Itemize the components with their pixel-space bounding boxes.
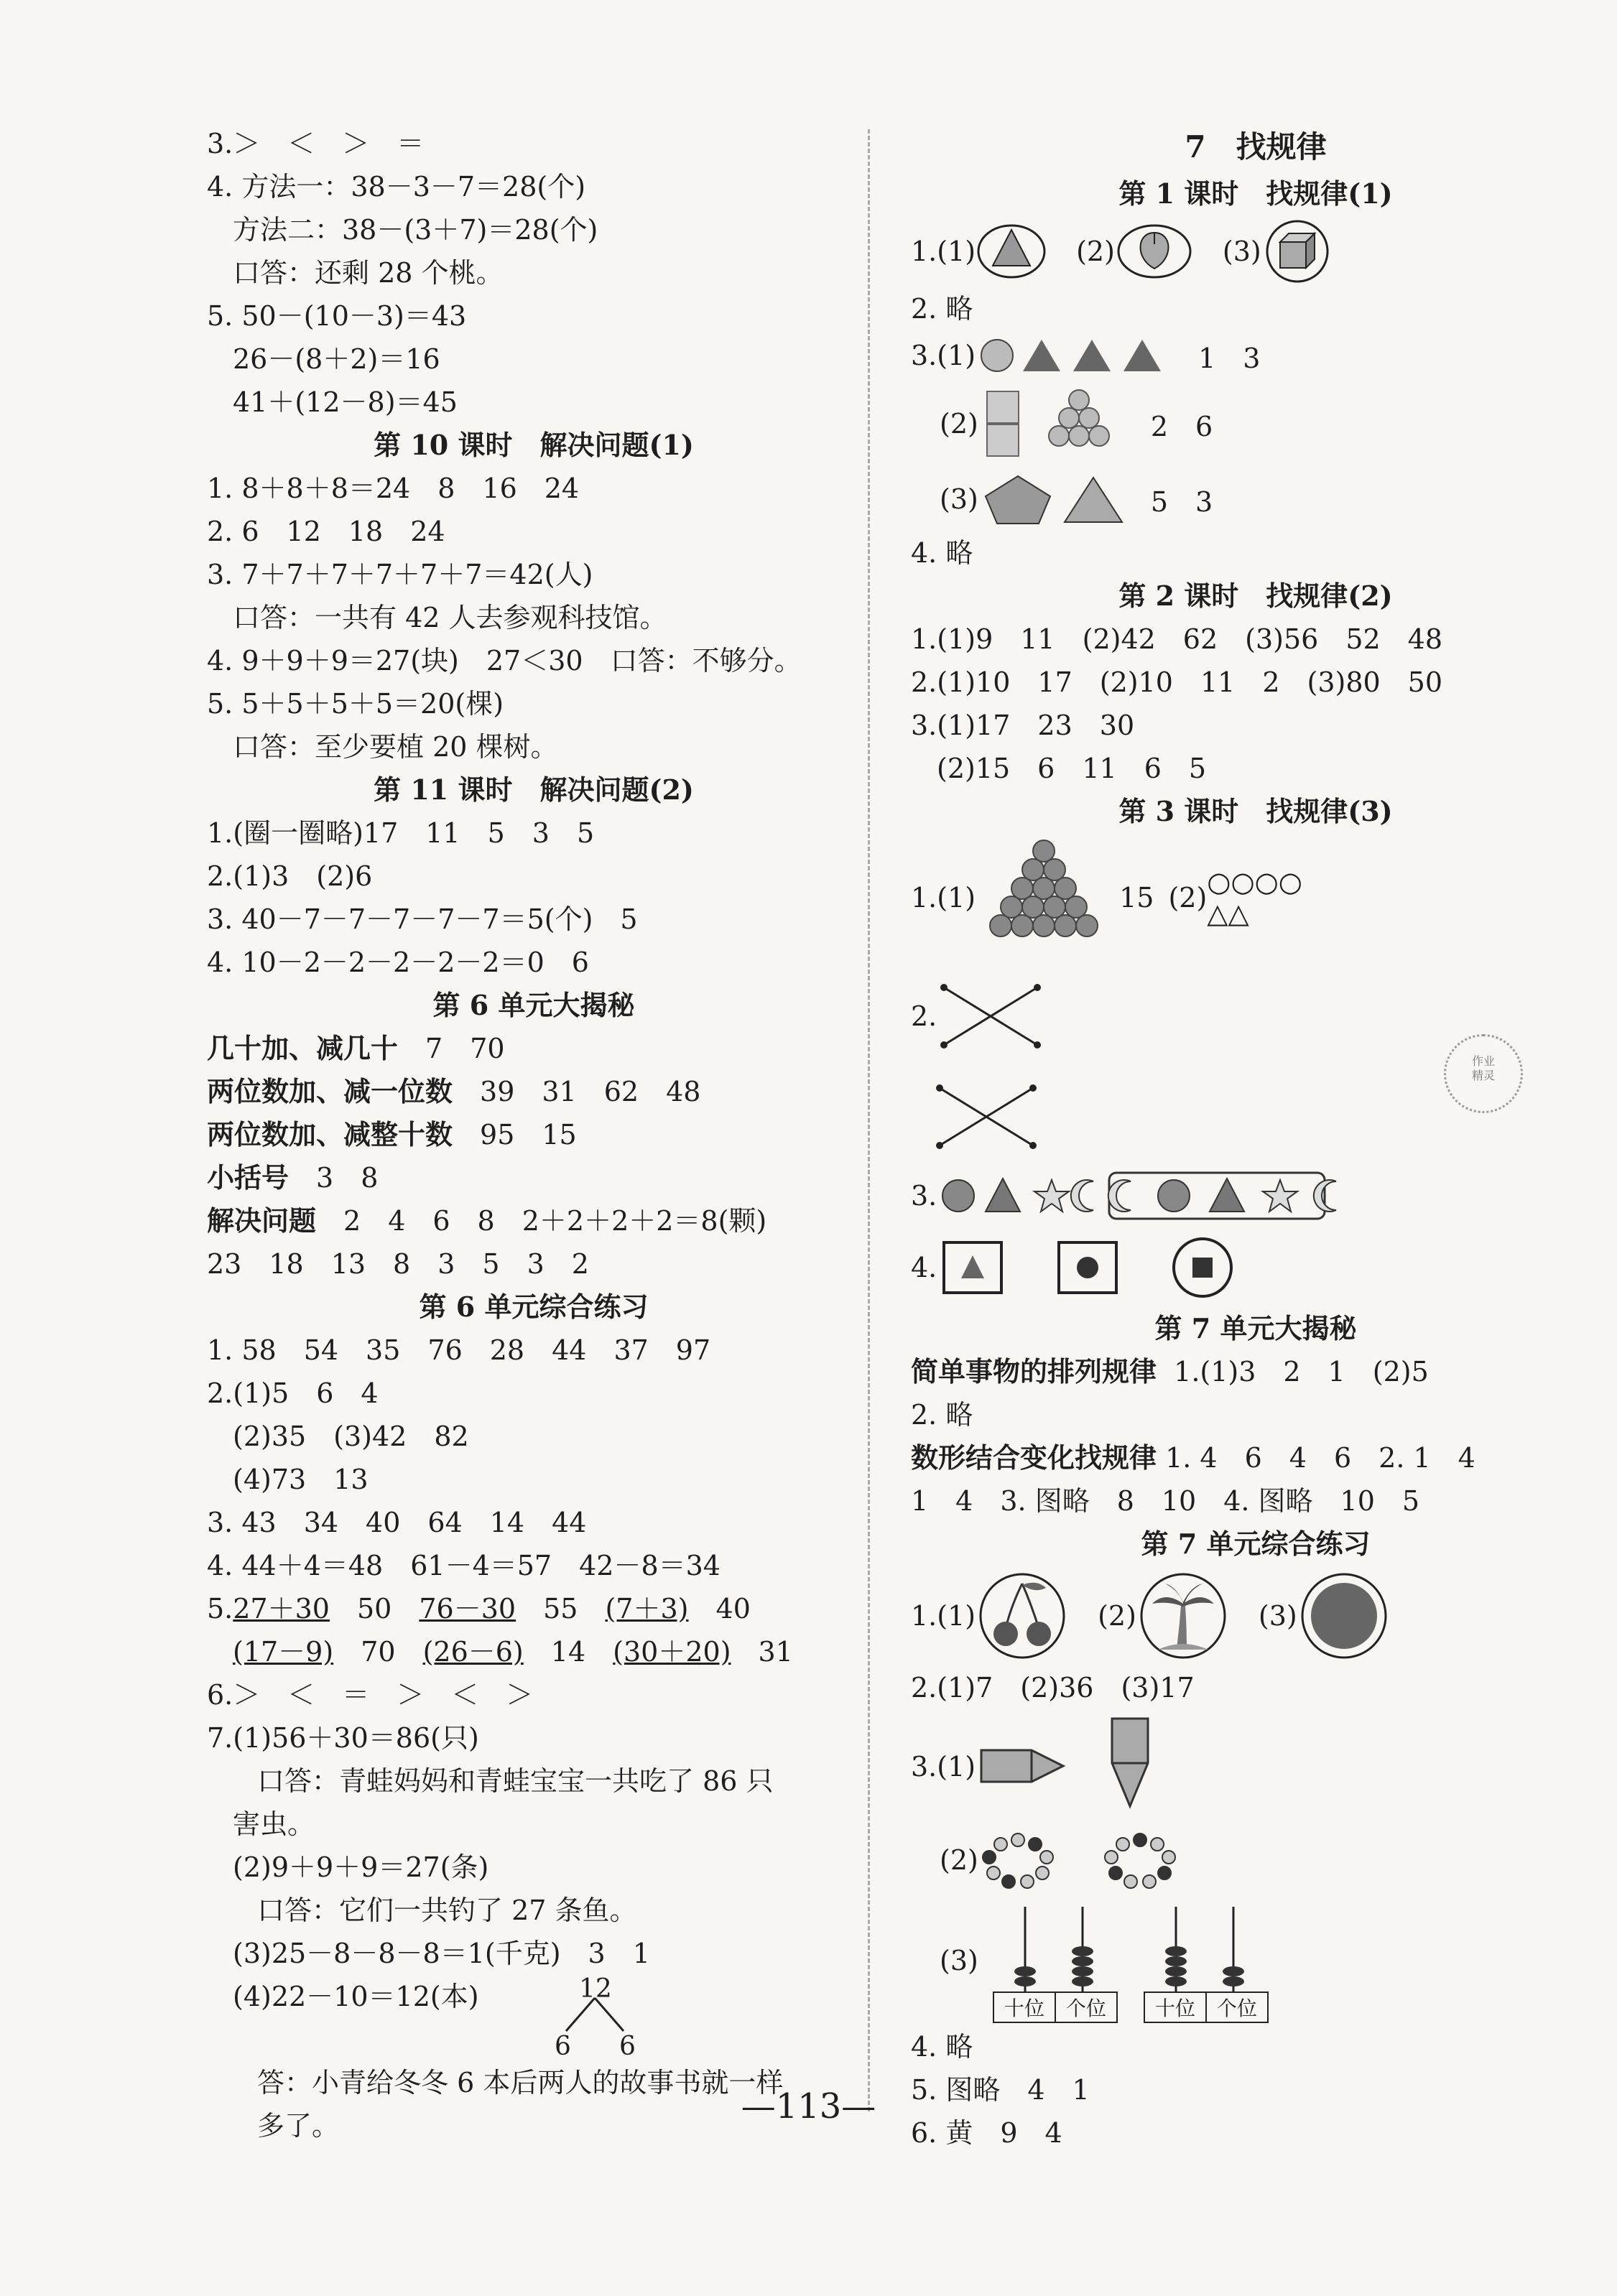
triangle-in-circle-icon <box>976 223 1047 280</box>
abacus-rods <box>1144 1900 1266 1993</box>
section-title: 第 6 单元大揭秘 <box>432 989 635 1021</box>
summary-value: 3 8 <box>289 1162 379 1194</box>
circle-in-square-icon <box>1052 1235 1123 1300</box>
triangle-icon <box>1057 470 1129 528</box>
section-title: 第 6 单元综合练习 <box>419 1291 649 1323</box>
answer-line <box>911 215 1600 287</box>
palm-tree-in-circle-icon <box>1136 1569 1230 1663</box>
summary-label: 简单事物的排列规律 <box>911 1355 1157 1388</box>
answer-line: 4. 方法一：38－3－7＝28(个) <box>207 171 586 203</box>
cross-lines-icon <box>937 973 1052 1059</box>
answer-line: (2)35 (3)42 82 <box>233 1421 469 1452</box>
underlined-expr: (7＋3) <box>605 1593 689 1625</box>
part-label: (1) <box>937 1751 976 1783</box>
circle-icon <box>976 334 1019 377</box>
answer-line: (2)9＋9＋9＝27(条) <box>233 1851 489 1883</box>
abacus-base <box>993 1991 1118 2023</box>
circles-answer: ○○○○ <box>1207 866 1302 898</box>
answer-line <box>207 1587 861 1630</box>
equation: (4)22－10＝12(本) <box>233 1981 479 2012</box>
summary-value: 2 4 6 8 2＋2＋2＋2＝8(颗) <box>316 1205 767 1237</box>
answer-line: 41＋(12－8)＝45 <box>233 386 458 418</box>
underlined-expr: 76－30 <box>419 1593 516 1625</box>
answer-line: 2.(1)5 6 4 <box>207 1377 379 1409</box>
answer-line <box>911 1824 1600 1896</box>
abacus <box>1144 1900 1266 2022</box>
answer-line: 23 18 13 8 3 5 3 2 <box>207 1248 589 1280</box>
answer-line <box>911 330 1600 381</box>
tree-left: 6 <box>555 2032 571 2061</box>
part-label: (3) <box>940 483 978 515</box>
underlined-expr: (17－9) <box>233 1636 334 1668</box>
question-number: 4. <box>911 1252 937 1283</box>
summary-line <box>207 1113 861 1156</box>
summary-line <box>207 1199 861 1242</box>
question-number: 3. <box>911 1180 937 1212</box>
ball-pyramid-icon <box>976 837 1112 959</box>
ones-label: 个位 <box>1216 1997 1257 2020</box>
triangles-icon <box>1019 334 1177 377</box>
summary-label: 小括号 <box>207 1161 289 1194</box>
underlined-expr: (26－6) <box>422 1636 524 1668</box>
answer-line: 2.(1)10 17 (2)10 11 2 (3)80 50 <box>911 666 1443 698</box>
answer-line: 7.(1)56＋30＝86(只) <box>207 1722 479 1754</box>
question-number: 2. <box>911 1000 937 1032</box>
answer-line: 方法二：38－(3＋7)＝28(个) <box>233 214 598 246</box>
shape-sequence-icon <box>937 1167 1339 1224</box>
summary-label: 两位数加、减整十数 <box>207 1118 453 1151</box>
abacus-base <box>1144 1991 1269 2023</box>
question-number: 1. <box>911 236 937 267</box>
section-title: 第 11 课时 解决问题(2) <box>374 773 694 806</box>
section-title: 第 10 课时 解决问题(1) <box>374 429 694 461</box>
question-number: 5. <box>207 1593 233 1625</box>
triangle-in-square-icon <box>937 1235 1009 1300</box>
part-label: (1) <box>937 882 976 914</box>
answer-line: 口答：它们一共钓了 27 条鱼。 <box>257 1895 637 1926</box>
part-label: (3) <box>1258 1600 1297 1632</box>
watermark-stamp <box>1444 1034 1523 1113</box>
part-label: (1) <box>937 236 976 267</box>
stacked-squares-icon <box>978 384 1029 463</box>
circle-pyramid-icon <box>1029 384 1129 463</box>
answer-line <box>911 1228 1600 1307</box>
summary-line <box>207 1070 861 1113</box>
answer-line <box>911 1566 1600 1666</box>
value: 70 <box>361 1636 396 1668</box>
section-title: 第 3 课时 找规律(3) <box>1118 795 1393 827</box>
answer-line: (2)15 6 11 6 5 <box>937 753 1207 784</box>
answer-line: 5. 图略 4 1 <box>911 2074 1090 2106</box>
bead-ring-icon <box>1101 1831 1180 1889</box>
answer-line <box>911 467 1600 531</box>
answer-line: 2.(1)7 (2)36 (3)17 <box>911 1672 1195 1704</box>
value: 2 6 <box>1150 410 1213 442</box>
bead-ring-icon <box>978 1831 1057 1889</box>
ones-label: 个位 <box>1065 1997 1106 2020</box>
tree-top: 12 <box>579 1974 612 2004</box>
underlined-expr: (30＋20) <box>613 1636 731 1668</box>
value: 31 <box>758 1636 793 1668</box>
page-number: —113— <box>741 2086 876 2127</box>
part-label: (3) <box>940 1945 978 1976</box>
decomposition-tree <box>545 1968 645 2061</box>
value: 15 <box>1119 882 1154 914</box>
answer-line: (3)25－8－8－8＝1(千克) 3 1 <box>233 1938 650 1969</box>
pentagon-icon <box>978 470 1057 528</box>
answer-line: 2. 略 <box>911 293 973 325</box>
section-title: 第 2 课时 找规律(2) <box>1118 580 1393 612</box>
value: 14 <box>550 1636 586 1668</box>
value: 1 3 <box>1198 342 1261 374</box>
question-number: 1. <box>911 882 937 914</box>
answer-line: 1. 58 54 35 76 28 44 37 97 <box>207 1334 711 1366</box>
part-label: (2) <box>940 1844 978 1876</box>
answer-line: 4. 略 <box>911 537 973 569</box>
answer-line: 口答：青蛙妈妈和青蛙宝宝一共吃了 86 只 <box>257 1765 774 1797</box>
abacus <box>993 1900 1115 2022</box>
summary-value: 1. 4 6 4 6 2. 1 4 <box>1157 1442 1475 1474</box>
summary-line <box>911 1350 1600 1393</box>
answer-line: 5. 5＋5＋5＋5＝20(棵) <box>207 688 504 720</box>
part-label: (3) <box>1222 236 1261 267</box>
summary-value: 95 15 <box>453 1119 577 1151</box>
answer-line: 口答：至少要植 20 棵树。 <box>233 731 558 763</box>
summary-line <box>207 1156 861 1199</box>
tens-label: 十位 <box>1145 1993 1207 2022</box>
answer-line: 3.(1)17 23 30 <box>911 710 1135 741</box>
part-label: (1) <box>937 1600 976 1632</box>
part-label: (1) <box>937 340 976 371</box>
summary-value: 39 31 62 48 <box>453 1076 701 1107</box>
question-number: 3. <box>911 1751 937 1783</box>
answer-line: 口答：还剩 28 个桃。 <box>233 257 504 289</box>
summary-label: 几十加、减几十 <box>207 1032 399 1064</box>
answer-line: 2. 6 12 18 24 <box>207 516 445 547</box>
answer-line: 6. 黄 9 4 <box>911 2117 1062 2149</box>
answer-line: 答：小青给冬冬 6 本后两人的故事书就一样 <box>257 2067 784 2099</box>
summary-line <box>207 1027 861 1070</box>
peach-in-circle-icon <box>1115 223 1194 280</box>
answer-line <box>911 833 1600 962</box>
stamp-line: 作业 <box>1471 1054 1495 1068</box>
summary-label: 解决问题 <box>207 1204 317 1237</box>
answer-line: 3. 40－7－7－7－7－7＝5(个) 5 <box>207 903 638 935</box>
answer-line <box>911 1163 1600 1228</box>
answer-line: (4)73 13 <box>233 1464 369 1495</box>
answer-line: 1.(圈一圈略)17 11 5 3 5 <box>207 817 595 849</box>
summary-line <box>911 1436 1600 1479</box>
abacus-rods <box>993 1900 1115 1993</box>
answer-line: 3.＞ ＜ ＞ ＝ <box>207 128 425 159</box>
part-label: (2) <box>1076 236 1115 267</box>
summary-label: 两位数加、减一位数 <box>207 1075 453 1107</box>
column-divider <box>868 129 870 2111</box>
value: 40 <box>715 1593 751 1625</box>
answer-line: 4. 9＋9＋9＝27(块) 27＜30 口答：不够分。 <box>207 645 802 677</box>
section-title: 第 7 单元综合练习 <box>1141 1528 1371 1560</box>
answer-line: 6.＞ ＜ ＝ ＞ ＜ ＞ <box>207 1679 534 1711</box>
pentagon-arrow-down-icon <box>1098 1713 1162 1821</box>
cross-lines-icon <box>932 1074 1047 1160</box>
section-title: 第 1 课时 找规律(1) <box>1118 177 1393 210</box>
answer-line: 2. 略 <box>911 1399 973 1431</box>
triangles-answer: △△ <box>1207 898 1249 929</box>
tree-right: 6 <box>619 2032 636 2061</box>
answer-line <box>911 1896 1600 2025</box>
left-column <box>207 122 861 2147</box>
summary-label: 数形结合变化找规律 <box>911 1441 1157 1474</box>
answer-line: 1. 8＋8＋8＝24 8 16 24 <box>207 473 580 504</box>
value: 50 <box>357 1593 392 1625</box>
part-label: (2) <box>1098 1600 1136 1632</box>
answer-line <box>207 1630 861 1673</box>
summary-value: 7 70 <box>398 1033 505 1064</box>
part-label: (2) <box>940 408 978 440</box>
value: 55 <box>543 1593 578 1625</box>
answer-line: 2.(1)3 (2)6 <box>207 860 373 892</box>
question-number: 1. <box>911 1600 937 1632</box>
value: 5 3 <box>1150 485 1213 518</box>
underlined-expr: 27＋30 <box>233 1593 330 1625</box>
section-title: 第 7 单元大揭秘 <box>1154 1312 1357 1344</box>
answer-line: 1 4 3. 图略 8 10 4. 图略 10 5 <box>911 1485 1420 1517</box>
pentagon-arrow-right-icon <box>976 1734 1076 1799</box>
cherries-in-circle-icon <box>976 1569 1069 1663</box>
answer-line: 4. 44＋4＝48 61－4＝57 42－8＝34 <box>207 1550 721 1581</box>
question-number: 3. <box>911 340 937 371</box>
answer-line: 4. 10－2－2－2－2－2＝0 6 <box>207 947 589 978</box>
answer-line: 1.(1)9 11 (2)42 62 (3)56 52 48 <box>911 623 1443 655</box>
answer-line: 口答：一共有 42 人去参观科技馆。 <box>233 602 667 633</box>
answer-line: 5. 50－(10－3)＝43 <box>207 300 467 332</box>
answer-line: 3. 43 34 40 64 14 44 <box>207 1507 587 1538</box>
answer-line: 26－(8＋2)＝16 <box>233 343 440 375</box>
answer-line: 4. 略 <box>911 2031 973 2063</box>
tens-label: 十位 <box>994 1993 1056 2022</box>
shape-answer <box>1207 866 1302 929</box>
answer-line: 3. 7＋7＋7＋7＋7＋7＝42(人) <box>207 559 593 590</box>
answer-line: 多了。 <box>257 2110 340 2142</box>
square-in-circle-icon <box>1167 1235 1238 1300</box>
filled-circle-in-circle-icon <box>1297 1569 1391 1663</box>
stamp-line: 精灵 <box>1471 1069 1495 1082</box>
answer-line: 害虫。 <box>233 1808 315 1840</box>
right-column <box>911 122 1600 2155</box>
answer-line <box>911 381 1600 467</box>
part-label: (2) <box>1168 882 1208 914</box>
cube-in-circle-icon <box>1261 219 1333 284</box>
answer-line <box>207 1975 861 2061</box>
summary-value: 1.(1)3 2 1 (2)5 <box>1157 1356 1429 1388</box>
unit-title: 7 找规律 <box>1185 129 1327 164</box>
answer-line <box>911 1709 1600 1824</box>
